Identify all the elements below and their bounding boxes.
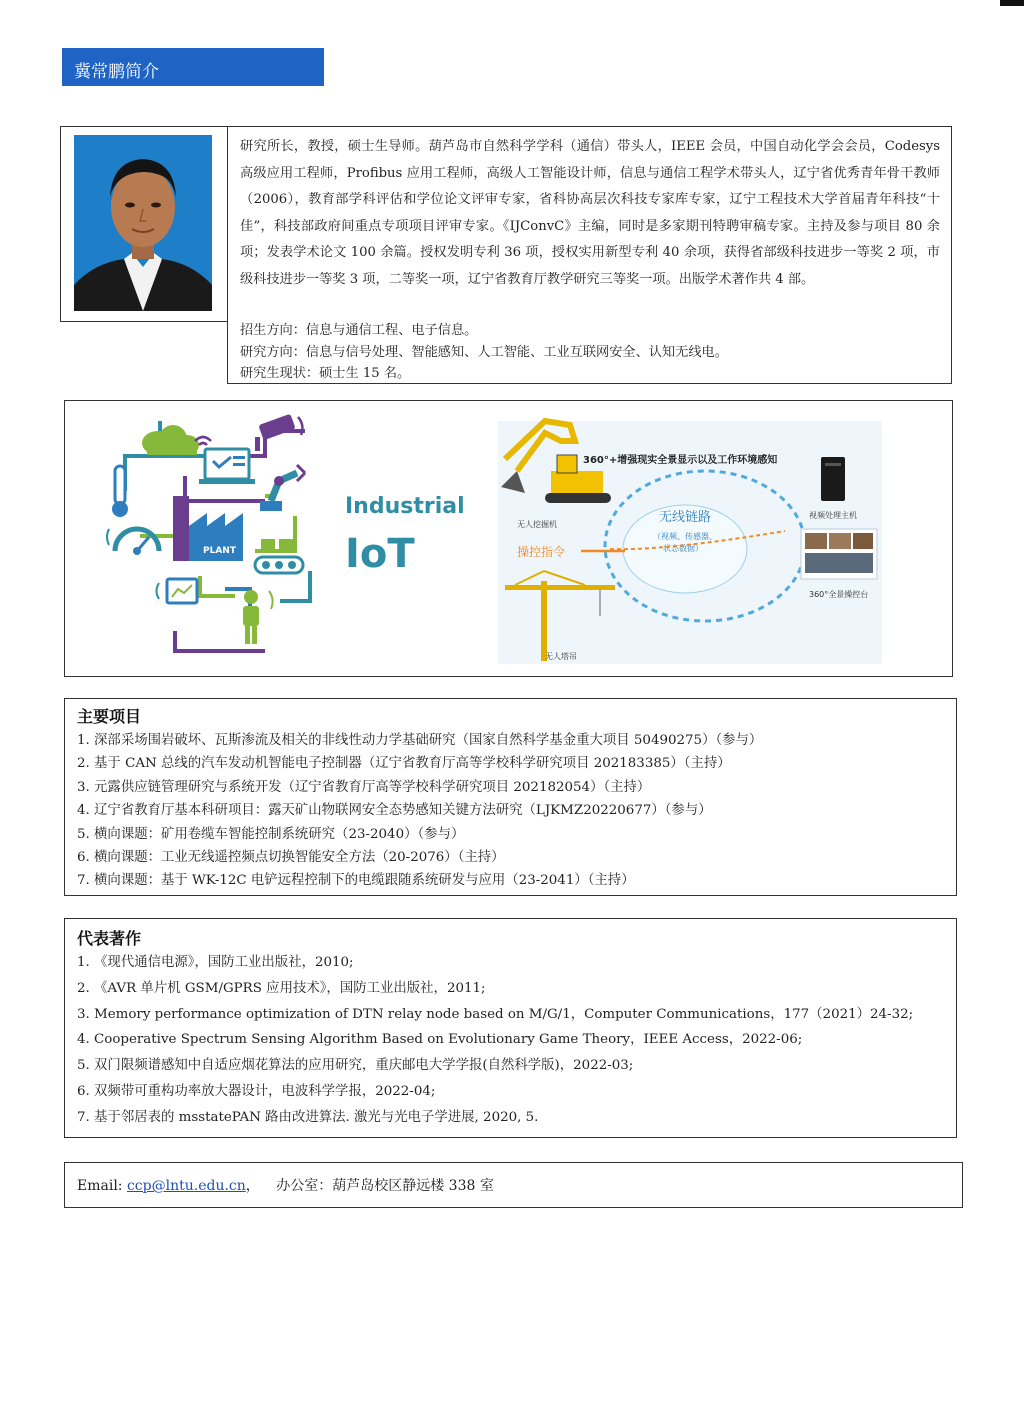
list-item: 2. 《AVR 单片机 GSM/GPRS 应用技术》，国防工业出版社，2011; [77,980,486,996]
list-item: 4. Cooperative Spectrum Sensing Algorithm Based on Evolutionary Game Theory，IEEE Access，2022-06; [77,1032,803,1048]
contact-box [64,1162,963,1208]
list-item: 2. 基于 CAN 总线的汽车发动机智能电子控制器（辽宁省教育厅高等学校科学研究项目 202183385）（主持） [77,756,731,772]
research-direction: 研究方向：信息与信号处理、智能感知、人工智能、工业互联网安全、认知无线电。 [240,345,728,360]
figure-canvas [65,401,952,676]
robot-arm-icon [260,465,305,511]
iot-word-iot: IoT [345,531,415,577]
profile-photo [74,135,212,311]
server-icon [821,457,845,501]
publications-box [64,918,957,1138]
laptop-icon [199,449,255,484]
console-icon [801,529,877,579]
list-item: 4. 辽宁省教育厅基本科研项目：露天矿山物联网安全态势感知关键方法研究（LJKMZ20220677）（参与） [77,803,712,819]
publications-heading: 代表著作 [77,929,142,948]
list-item: 3. Memory performance optimization of DTN relay node based on M/G/1，Computer Communications，177（2021）24-32; [77,1006,914,1022]
host-label: 视频处理主机 [809,511,857,520]
thermometer-icon [112,466,128,517]
command-label: 操控指令 [517,545,566,559]
bio-paragraph: 研究所长，教授，硕士生导师。葫芦岛市自然科学学科（通信）带头人，IEEE 会员，中国自动化学会会员，Codesys 高级应用工程师，Profibus 应用工程师，高级人工智能设计师，信息与通信工程学术带头人，辽宁省优秀青年骨干教师（2006），教育部学科评估和学位论文评审专家，省科协高层次科技专家库专家，辽宁工程技术大学首届青年科技“十佳”，科技部政府间重点专项项目评审专家。《IJConvC》主编，同时是多家期刊特聘审稿专家。主持及参与项目 80 余项；发表学术论文 100 余篇。授权发明专利 36 项，授权实用新型专利 40 余项，获得省部级科技进步一等奖 2 项，市级科技进步一等奖 3 项，二等奖一项，辽宁省教育厅教学研究三等奖一项。出版学术著作共 4 部。 [240,139,940,287]
list-item: 5. 双门限频谱感知中自适应烟花算法的应用研究，重庆邮电大学学报(自然科学版)，2022-03; [77,1058,634,1074]
crane-label: 无人塔吊 [545,652,577,661]
contact-separator: ， [245,1178,260,1194]
list-item: 5. 横向课题：矿用卷缆车智能控制系统研究（23-2040）（参与） [77,826,465,842]
plant-label: PLANT [203,546,236,556]
list-item: 1. 《现代通信电源》，国防工业出版社，2010; [77,955,354,970]
projects-list [77,729,762,893]
publications-list [77,950,913,1131]
figure-box [64,400,953,677]
list-item: 3. 元露供应链管理研究与系统开发（辽宁省教育厅高等学校科学研究项目 202182054）（主持） [77,779,651,795]
iot-word-industrial: Industrial [345,494,465,519]
projects-box [64,698,957,896]
list-item: 6. 双频带可重构功率放大器设计，电波科学学报，2022-04; [77,1083,436,1099]
corner-mark [1000,0,1024,6]
factory-icon [173,496,243,561]
email-label: Email: [77,1178,123,1194]
chart-monitor-icon [157,579,198,603]
projects-heading: 主要项目 [77,707,142,726]
page-title: 冀常鹏简介 [74,62,159,82]
link-title: 无线链路 [659,510,712,525]
list-item: 1. 深部采场围岩破坏、瓦斯渗流及相关的非线性动力学基础研究（国家自然科学基金重大项目 50490275）（参与） [77,733,763,748]
iot-illustration [107,414,465,651]
worker-icon [243,590,273,644]
bio-box [227,126,952,384]
portrait-illustration [74,135,212,311]
list-item: 7. 横向课题：基于 WK-12C 电铲远程控制下的电缆跟随系统研发与应用（23-2041）（主持） [77,873,635,889]
enroll-direction: 招生方向：信息与通信工程、电子信息。 [240,323,478,338]
student-status: 研究生现状：硕士生 15 名。 [240,366,411,381]
link-sub1: （视频、传感器、 [653,532,717,541]
gauge-icon [107,529,159,555]
ar-diagram [498,421,882,664]
excavator-label: 无人挖掘机 [517,520,557,529]
email-link[interactable]: ccp@lntu.edu.cn [126,1178,246,1194]
ar-diagram-title: 360°+增强现实全景显示以及工作环境感知 [583,455,778,466]
contact-row [77,1175,494,1195]
cloud-icon [142,425,199,455]
title-bar [62,48,324,86]
list-item: 6. 横向课题：工业无线遥控频点切换智能安全方法（20-2076）（主持） [77,849,505,865]
photo-frame [60,126,228,322]
list-item: 7. 基于邻居表的 msstatePAN 路由改进算法. 激光与光电子学进展, 2020, 5. [77,1109,539,1125]
office-address: 办公室：葫芦岛校区静远楼 338 室 [276,1178,494,1194]
console-label: 360°全景操控台 [809,590,869,599]
link-sub2: 状态数据） [663,544,703,553]
